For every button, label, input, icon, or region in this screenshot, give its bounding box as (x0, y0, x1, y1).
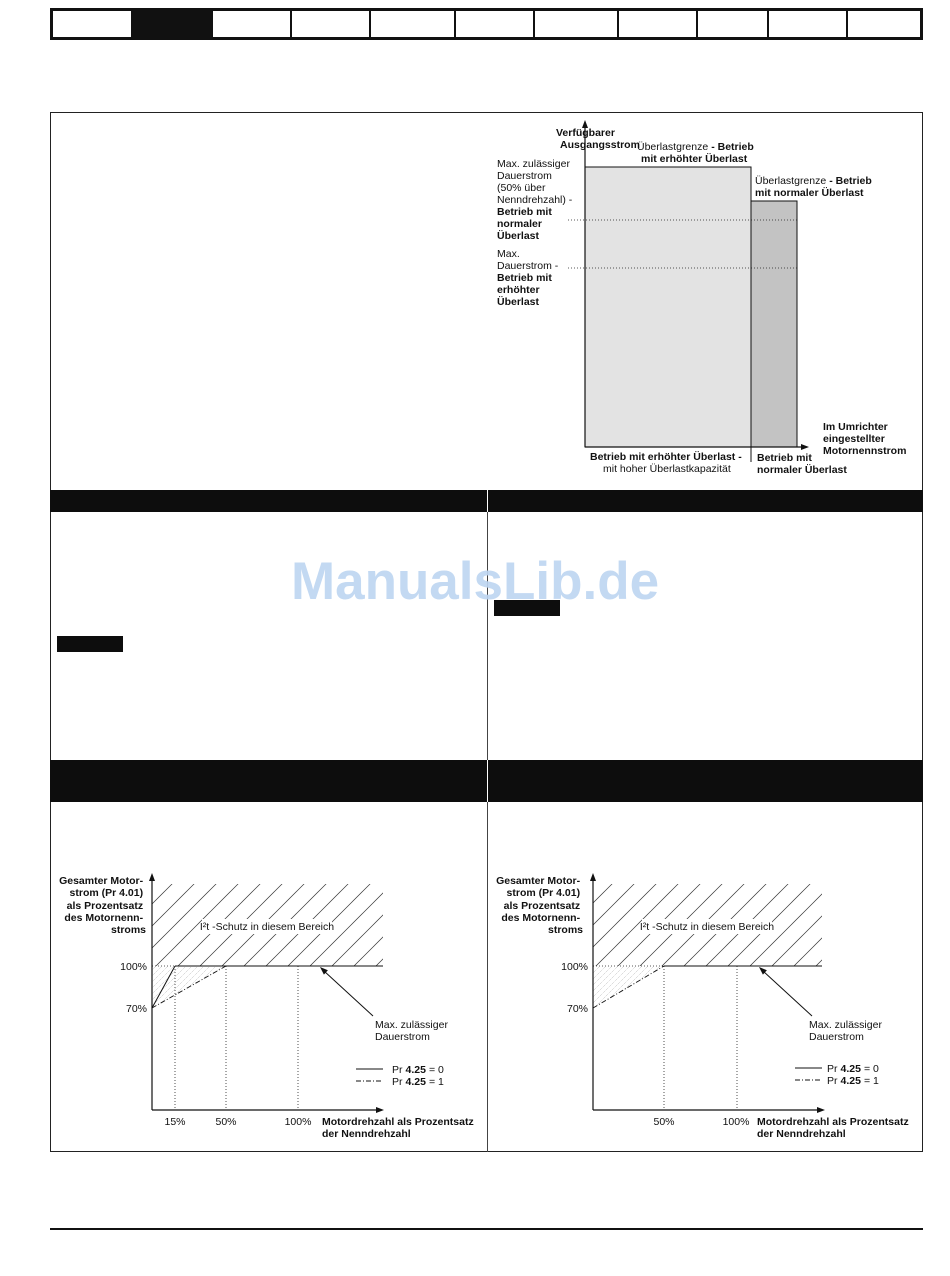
y-axis-title-line: Ausgangsstrom (560, 139, 640, 151)
x-axis-title-line: der Nenndrehzahl (757, 1128, 846, 1140)
label-line: Nenndrehzahl) - (497, 194, 573, 206)
legend-prefix: Pr (392, 1064, 403, 1076)
protection-chart-right (496, 873, 912, 1140)
y-axis-title-line: als Prozentsatz (66, 900, 144, 912)
label-line: mit hoher Überlastkapazität (603, 463, 731, 475)
watermark: ManualsLib.de (290, 552, 660, 611)
legend-param: 4.25 (405, 1076, 426, 1088)
y-axis-arrowhead (149, 873, 155, 881)
legend-param: 4.25 (840, 1075, 861, 1087)
zone-label: I²t -Schutz in diesem Bereich (639, 921, 775, 933)
x-axis-title (823, 421, 906, 457)
x-axis-title-line: eingestellter (823, 433, 885, 445)
legend-prefix: Pr (827, 1063, 838, 1075)
x-tick-label-50: 50% (215, 1116, 237, 1128)
legend-prefix: Pr (827, 1075, 838, 1087)
x-axis-title-line: der Nenndrehzahl (322, 1128, 411, 1140)
normal-duty-limit-label (755, 175, 872, 187)
label-line: normaler Überlast (757, 464, 847, 476)
label-line: Max. (497, 248, 520, 260)
label-line: Betrieb mit erhöhter Überlast - (590, 451, 742, 463)
max-current-normal-duty-label (497, 158, 575, 242)
label-line: normaler (497, 218, 542, 230)
x-axis-title (322, 1116, 477, 1140)
normal-duty-limit-label-bold: - Betrieb (829, 175, 872, 187)
legend-suffix: = 1 (863, 1075, 879, 1087)
label-line: Betrieb mit (497, 206, 552, 218)
heavy-duty-area (585, 167, 751, 447)
zone-label: I²t -Schutz in diesem Bereich (199, 921, 335, 933)
x-axis-arrowhead (376, 1107, 384, 1113)
x-tick-label-100: 100% (284, 1116, 312, 1128)
legend-suffix: = 0 (428, 1064, 444, 1076)
normal-duty-limit-label-text: Überlastgrenze (755, 175, 827, 187)
legend-suffix: = 0 (863, 1063, 879, 1075)
legend-entry-0 (827, 1063, 879, 1075)
y-tick-label-70: 70% (566, 1003, 588, 1015)
y-axis-title-line: strom (Pr 4.01) (69, 887, 144, 899)
x-tick-label-15: 15% (164, 1116, 186, 1128)
y-axis-title-line: stroms (547, 924, 583, 936)
x-axis-title-line: Im Umrichter (823, 421, 888, 433)
annotation-arrow (763, 971, 812, 1016)
max-current-heavy-duty-label (497, 248, 561, 308)
label-line: Überlast (497, 230, 540, 242)
label-line: Dauerstrom (497, 170, 552, 182)
legend-param: 4.25 (840, 1063, 861, 1075)
heavy-duty-limit-label (637, 141, 754, 153)
y-axis-title-line: des Motornenn- (501, 912, 581, 924)
y-axis-title-line: des Motornenn- (64, 912, 144, 924)
y-tick-label-70: 70% (125, 1003, 147, 1015)
x-axis-title-line: Motornennstrom (823, 445, 907, 457)
y-axis-arrowhead (590, 873, 596, 881)
normal-duty-limit-label-line2: mit normaler Überlast (755, 187, 864, 199)
label-line: erhöhter (497, 284, 540, 296)
label-line: Betrieb mit (757, 452, 812, 464)
legend-param: 4.25 (405, 1064, 426, 1076)
y-axis-title-line: als Prozentsatz (503, 900, 581, 912)
y-axis-title (59, 875, 146, 936)
normal-duty-area (751, 201, 797, 447)
x-tick-label-100: 100% (722, 1116, 750, 1128)
x-axis-title (757, 1116, 912, 1140)
x-axis-title-line: Motordrehzahl als Prozentsatz (322, 1116, 474, 1128)
legend-prefix: Pr (392, 1076, 403, 1088)
annotation-line: Max. zulässiger (375, 1019, 448, 1031)
overload-diagram (497, 120, 906, 476)
annotation-line: Dauerstrom (375, 1031, 430, 1043)
annotation-label (375, 1019, 451, 1043)
y-axis-title-line: Gesamter Motor- (59, 875, 144, 887)
heavy-duty-region-label (590, 450, 745, 475)
annotation-label (809, 1019, 885, 1043)
x-tick-label-50: 50% (653, 1116, 675, 1128)
y-axis-title-line: stroms (110, 924, 146, 936)
y-axis-title (496, 875, 583, 936)
heavy-duty-limit-label-line2: mit erhöhter Überlast (641, 153, 748, 165)
heavy-duty-limit-label-text: Überlastgrenze (637, 141, 709, 153)
y-axis-title-line: Gesamter Motor- (496, 875, 581, 887)
annotation-line: Dauerstrom (809, 1031, 864, 1043)
label-line: Überlast (497, 296, 540, 308)
y-axis-title (556, 127, 640, 151)
protection-chart-left (59, 873, 477, 1140)
x-axis-arrowhead (801, 444, 809, 450)
label-line: Dauerstrom - (497, 260, 559, 272)
y-axis-title-line: strom (Pr 4.01) (506, 887, 581, 899)
annotation-line: Max. zulässiger (809, 1019, 882, 1031)
y-tick-label-100: 100% (561, 961, 588, 973)
label-line: Max. zulässiger (497, 158, 570, 170)
legend-suffix: = 1 (428, 1076, 444, 1088)
x-axis-title-line: Motordrehzahl als Prozentsatz (757, 1116, 909, 1128)
y-axis-title-line: Verfügbarer (556, 127, 615, 139)
legend-entry-1 (392, 1076, 444, 1088)
label-line: (50% über (497, 182, 546, 194)
legend-entry-1 (827, 1075, 879, 1087)
x-axis-arrowhead (817, 1107, 825, 1113)
label-line: Betrieb mit (497, 272, 552, 284)
annotation-arrow (324, 971, 373, 1016)
legend-entry-0 (392, 1064, 444, 1076)
y-tick-label-100: 100% (120, 961, 147, 973)
heavy-duty-limit-label-bold: - Betrieb (711, 141, 754, 153)
